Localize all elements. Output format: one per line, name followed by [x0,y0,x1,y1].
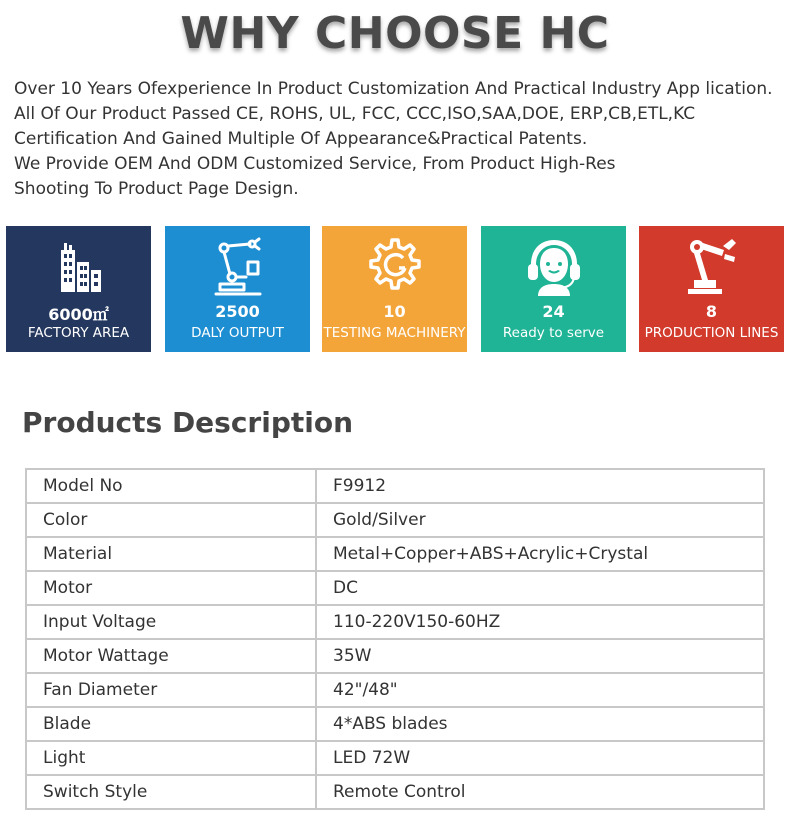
spec-value: F9912 [316,469,764,503]
table-row [26,673,764,707]
table-row [26,537,764,571]
spec-key: Blade [26,707,316,741]
stat-value: 2500 [215,302,260,321]
stat-label: PRODUCTION LINES [644,325,779,341]
spec-key: Model No [26,469,316,503]
table-row [26,605,764,639]
spec-value: LED 72W [316,741,764,775]
spec-table [25,468,765,810]
spec-key: Input Voltage [26,605,316,639]
intro-line: Shooting To Product Page Design. [14,179,299,199]
spec-key: Fan Diameter [26,673,316,707]
table-row [26,741,764,775]
spec-key: Light [26,741,316,775]
headset-icon [481,234,626,298]
table-row [26,639,764,673]
spec-key: Motor Wattage [26,639,316,673]
spec-key: Color [26,503,316,537]
spec-value: 4*ABS blades [316,707,764,741]
intro-line: Over 10 Years Ofexperience In Product Customization And Practical Industry App lication. [14,79,773,99]
stats-row [6,226,786,352]
spec-key: Switch Style [26,775,316,809]
stat-value: 8 [705,302,718,321]
spec-value: Metal+Copper+ABS+Acrylic+Crystal [316,537,764,571]
stat-value: 24 [542,302,565,321]
gear-icon [322,234,467,298]
intro-line: Certification And Gained Multiple Of Appearance&Practical Patents. [14,129,588,149]
table-row [26,469,764,503]
table-row [26,775,764,809]
stat-daily-output [165,226,310,352]
stat-value: 10 [383,302,406,321]
table-row [26,503,764,537]
intro-line: All Of Our Product Passed CE, ROHS, UL, FCC, CCC,ISO,SAA,DOE, ERP,CB,ETL,KC [14,104,696,124]
stat-testing-machinery [322,226,467,352]
spec-value: Gold/Silver [316,503,764,537]
stat-production-lines [639,226,784,352]
table-row [26,707,764,741]
stat-label: TESTING MACHINERY [323,325,466,341]
stat-label: FACTORY AREA [27,325,130,341]
spec-key: Material [26,537,316,571]
section-title: Products Description [22,406,354,439]
stat-ready-to-serve [481,226,626,352]
spec-value: 42"/48" [316,673,764,707]
stat-label: Ready to serve [502,325,605,341]
spec-value: 110-220V150-60HZ [316,605,764,639]
robot-arm-icon [165,234,310,298]
spec-value: DC [316,571,764,605]
spec-value: 35W [316,639,764,673]
page-title: WHY CHOOSE HC [180,8,610,59]
intro-text [14,77,784,202]
stat-factory-area [6,226,151,352]
spec-key: Motor [26,571,316,605]
table-row [26,571,764,605]
intro-line: We Provide OEM And ODM Customized Service, From Product High-Res [14,154,616,174]
stat-label: DALY OUTPUT [191,325,284,341]
spec-value: Remote Control [316,775,764,809]
stat-value: 6000㎡ [48,305,109,324]
industrial-robot-icon [639,234,784,298]
buildings-icon [6,234,151,298]
